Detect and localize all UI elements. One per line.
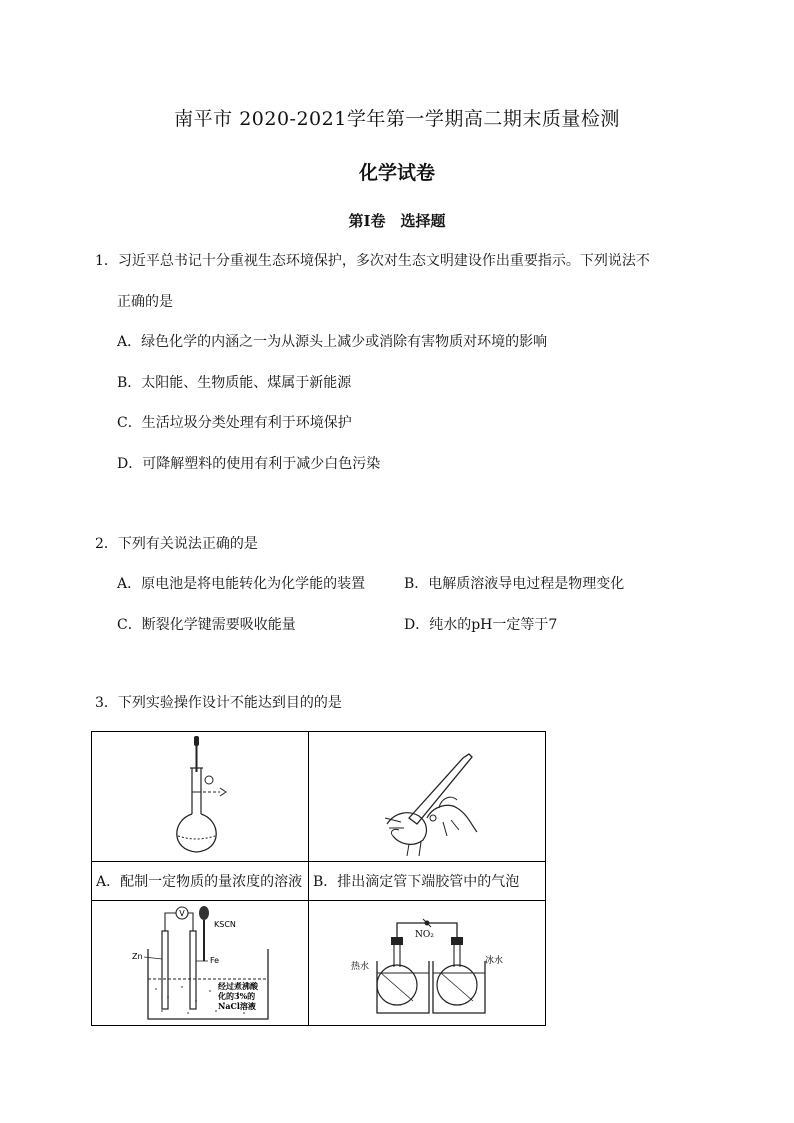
q1-stem-line2: 正确的是	[117, 294, 173, 310]
caption-a: A．配制一定物质的量浓度的溶液	[92, 862, 309, 901]
q2-option-b: B．电解质溶液导电过程是物理变化	[404, 576, 625, 592]
q1-stem-line1: 1．习近平总书记十分重视生态环境保护，多次对生态文明建设作出重要指示。下列说法不	[95, 253, 650, 269]
kscn-label: KSCN	[214, 920, 236, 929]
solution-note-3: NaCl溶液	[218, 1001, 256, 1011]
subject-title: 化学试卷	[358, 162, 435, 184]
caption-b: B．排出滴定管下端胶管中的气泡	[309, 862, 546, 901]
q2-option-a: A．原电池是将电能转化为化学能的装置	[117, 576, 366, 592]
solution-note-1: 经过煮沸酸	[218, 981, 258, 991]
figure-b-cell	[309, 732, 546, 862]
zn-label: Zn	[132, 952, 143, 961]
galvanic-cell-figure	[92, 901, 308, 1025]
exam-title: 南平市 2020-2021学年第一学期高二期末质量检测	[174, 108, 620, 130]
q1-option-b: B．太阳能、生物质能、煤属于新能源	[117, 375, 352, 391]
q2-option-c: C．断裂化学键需要吸收能量	[117, 617, 296, 633]
no2-equilibrium-figure	[309, 901, 545, 1025]
q2-stem: 2．下列有关说法正确的是	[95, 536, 258, 552]
figure-c-cell	[92, 901, 309, 1026]
voltmeter-label: V	[179, 909, 185, 918]
ice-water-label: 冰水	[485, 956, 504, 966]
section-title: 第Ⅰ卷 选择题	[348, 212, 446, 230]
figure-d-cell	[309, 901, 546, 1026]
no2-label: NO₂	[415, 930, 434, 940]
burette-hands-figure	[309, 732, 545, 861]
q1-option-d: D．可降解塑料的使用有利于减少白色污染	[117, 456, 381, 472]
figure-a-cell	[92, 732, 309, 862]
solution-note-2: 化的3%的	[218, 991, 256, 1001]
fe-label: Fe	[210, 956, 220, 965]
hot-water-label: 热水	[351, 962, 370, 972]
q2-option-d: D．纯水的pH一定等于7	[404, 617, 558, 633]
volumetric-flask-figure	[92, 732, 308, 861]
q3-stem: 3．下列实验操作设计不能达到目的的是	[95, 695, 342, 711]
q1-option-a: A．绿色化学的内涵之一为从源头上减少或消除有害物质对环境的影响	[117, 334, 548, 350]
q1-option-c: C．生活垃圾分类处理有利于环境保护	[117, 415, 352, 431]
q3-figure-table	[91, 731, 546, 1026]
